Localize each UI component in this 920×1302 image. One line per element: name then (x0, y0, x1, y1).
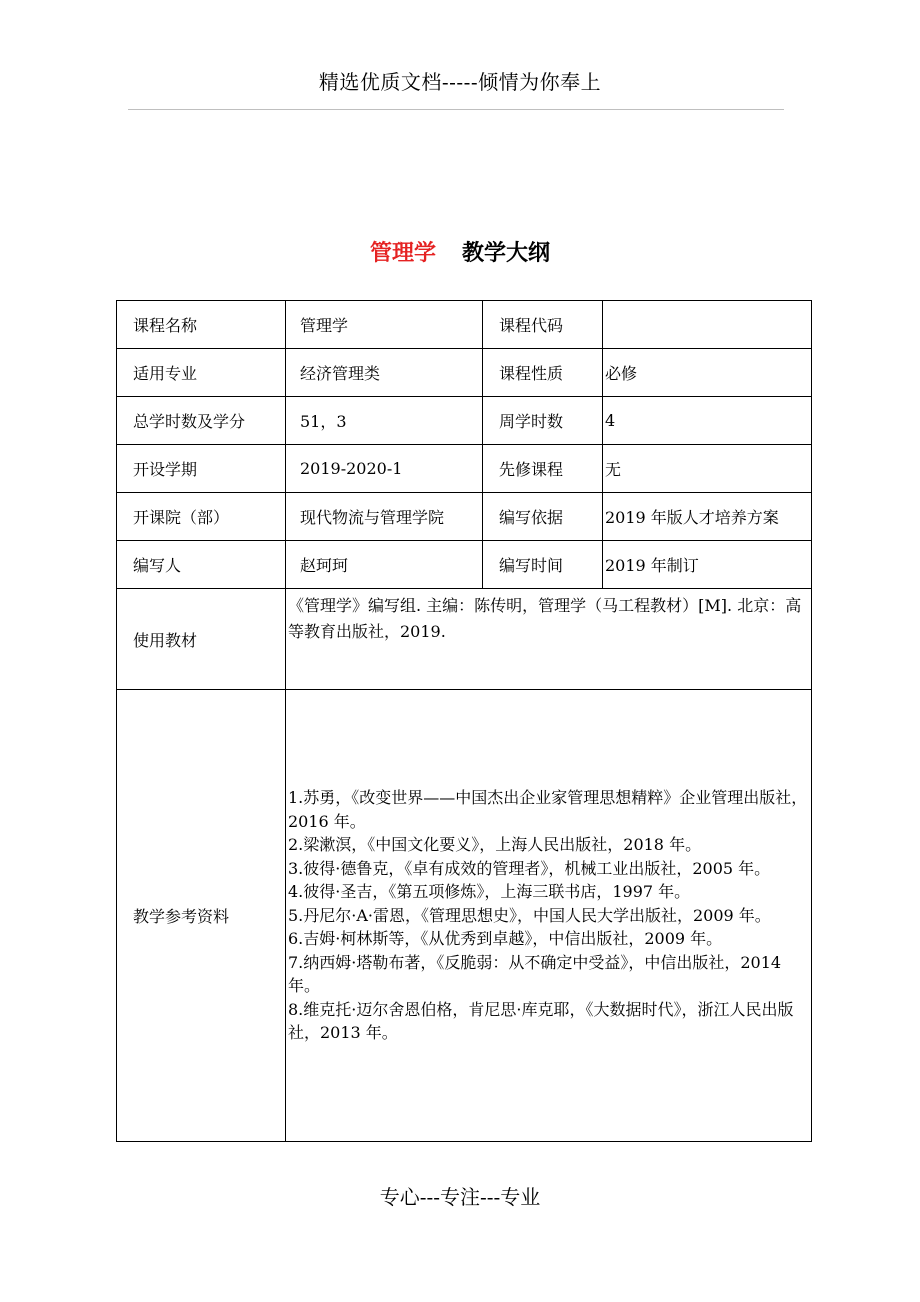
references-list (286, 690, 812, 1142)
syllabus-table (116, 300, 812, 1142)
label-cell: 编写人 (117, 541, 286, 589)
value-cell: 赵珂珂 (286, 541, 483, 589)
value-cell: 无 (603, 445, 812, 493)
list-item: 1.苏勇，《改变世界——中国杰出企业家管理思想精粹》企业管理出版社，2016 年。 (288, 788, 808, 831)
label-cell: 适用专业 (117, 349, 286, 397)
textbook-row (117, 589, 812, 690)
references-row (117, 690, 812, 1142)
value-cell: 2019 年制订 (603, 541, 812, 589)
header-divider (128, 109, 784, 110)
list-item: 2.梁漱溟，《中国文化要义》，上海人民出版社，2018 年。 (288, 835, 702, 855)
label-cell: 先修课程 (483, 445, 603, 493)
label-cell: 开课院（部） (117, 493, 286, 541)
label-cell: 周学时数 (483, 397, 603, 445)
label-cell: 总学时数及学分 (117, 397, 286, 445)
table-row (117, 541, 812, 589)
label-cell: 开设学期 (117, 445, 286, 493)
title-course-name: 管理学 (369, 241, 436, 266)
label-cell: 课程性质 (483, 349, 603, 397)
table-row (117, 445, 812, 493)
label-cell: 课程代码 (483, 301, 603, 349)
textbook-label: 使用教材 (117, 589, 286, 690)
label-cell: 编写依据 (483, 493, 603, 541)
list-item: 4.彼得·圣吉，《第五项修炼》，上海三联书店，1997 年。 (288, 882, 691, 902)
label-cell: 课程名称 (117, 301, 286, 349)
value-cell: 51，3 (286, 397, 483, 445)
value-cell (603, 301, 812, 349)
value-cell: 经济管理类 (286, 349, 483, 397)
value-cell: 必修 (603, 349, 812, 397)
page-header: 精选优质文档-----倾情为你奉上 (318, 70, 602, 94)
list-item: 7.纳西姆·塔勒布著，《反脆弱：从不确定中受益》，中信出版社，2014 年。 (288, 952, 782, 996)
value-cell: 4 (603, 397, 812, 445)
document-title (0, 236, 920, 267)
references-label: 教学参考资料 (117, 690, 286, 1142)
value-cell: 现代物流与管理学院 (286, 493, 483, 541)
value-cell: 管理学 (286, 301, 483, 349)
table-row (117, 301, 812, 349)
list-item: 6.吉姆·柯林斯等，《从优秀到卓越》，中信出版社，2009 年。 (288, 929, 723, 949)
value-cell: 2019-2020-1 (286, 445, 483, 493)
list-item: 3.彼得·德鲁克，《卓有成效的管理者》，机械工业出版社，2005 年。 (288, 858, 771, 878)
table-row (117, 493, 812, 541)
table-row (117, 397, 812, 445)
page-footer: 专心---专注---专业 (379, 1185, 541, 1209)
list-item: 5.丹尼尔·A·雷恩，《管理思想史》，中国人民大学出版社，2009 年。 (288, 905, 771, 925)
value-cell: 2019 年版人才培养方案 (603, 493, 812, 541)
textbook-value: 《管理学》编写组. 主编：陈传明，管理学（马工程教材）[M]. 北京：高等教育出版社，2019. (286, 589, 812, 690)
title-syllabus: 教学大纲 (462, 241, 551, 266)
label-cell: 编写时间 (483, 541, 603, 589)
table-row (117, 349, 812, 397)
list-item: 8.维克托·迈尔舍恩伯格，肯尼思·库克耶，《大数据时代》，浙江人民出版社，2013 年。 (288, 999, 794, 1043)
